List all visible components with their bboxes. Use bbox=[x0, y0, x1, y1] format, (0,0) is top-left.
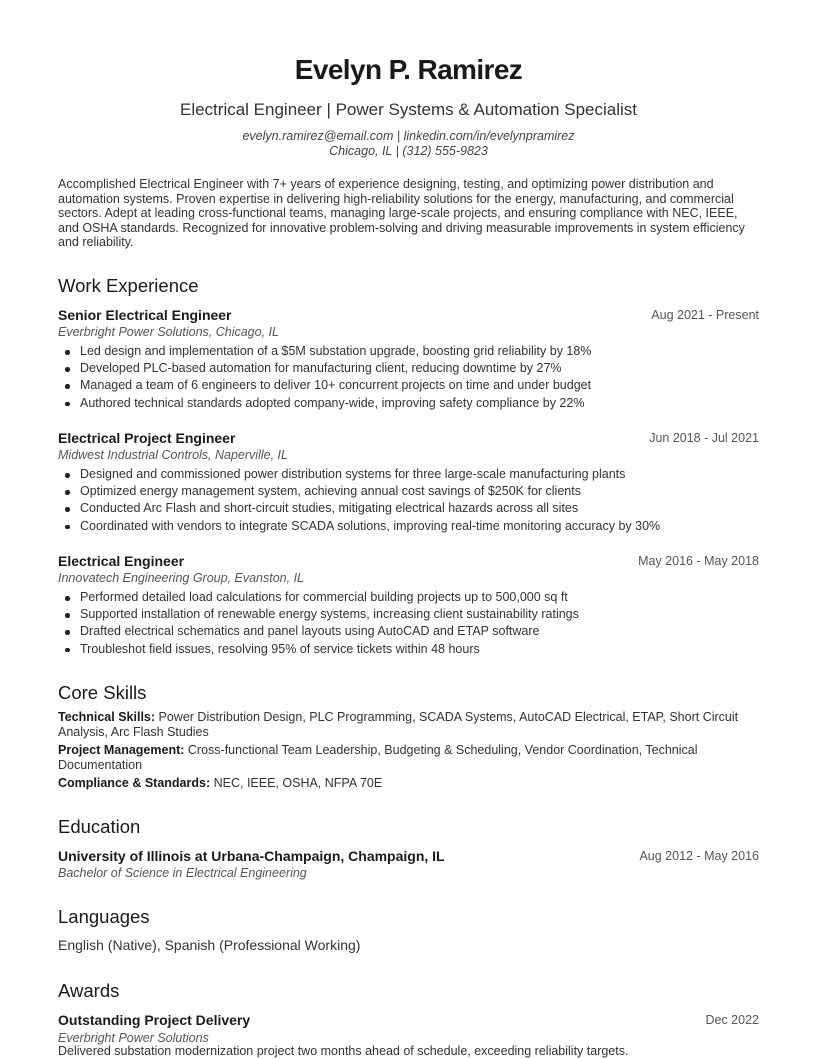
job-title: Senior Electrical Engineer bbox=[58, 307, 232, 323]
job-bullets bbox=[58, 343, 759, 412]
candidate-name: Evelyn P. Ramirez bbox=[294, 54, 523, 85]
skill-value: Power Distribution Design, PLC Programming, SCADA Systems, AutoCAD Electrical, ETAP, Short Circuit Analysis, Arc Flash Studies bbox=[58, 710, 739, 739]
skill-line-technical bbox=[58, 710, 759, 739]
education-dates: Aug 2012 - May 2016 bbox=[639, 849, 759, 863]
skill-value: NEC, IEEE, OSHA, NFPA 70E bbox=[213, 776, 383, 790]
section-title-core-skills: Core Skills bbox=[58, 682, 147, 703]
languages-list: English (Native), Spanish (Professional Working) bbox=[58, 937, 361, 953]
skill-label: Technical Skills: bbox=[58, 710, 156, 724]
job-bullet: Optimized energy management system, achieving annual cost savings of $250K for clients bbox=[58, 483, 759, 500]
skill-value: Cross-functional Team Leadership, Budgeting & Scheduling, Vendor Coordination, Technical Documentation bbox=[58, 743, 698, 772]
section-title-languages: Languages bbox=[58, 906, 150, 927]
job-bullet: Supported installation of renewable energy systems, increasing client sustainability ratings bbox=[58, 606, 759, 623]
job-bullet: Performed detailed load calculations for commercial building projects up to 500,000 sq ft bbox=[58, 589, 759, 606]
job-bullet: Designed and commissioned power distribution systems for three large-scale manufacturing plants bbox=[58, 466, 759, 483]
job-title: Electrical Engineer bbox=[58, 553, 185, 569]
job-bullet: Troubleshot field issues, resolving 95% of service tickets within 48 hours bbox=[58, 641, 759, 658]
job-company: Innovatech Engineering Group, Evanston, IL bbox=[58, 571, 304, 585]
education-degree: Bachelor of Science in Electrical Engineering bbox=[58, 866, 307, 880]
contact-line-email-linkedin: evelyn.ramirez@email.com | linkedin.com/in/evelynpramirez bbox=[242, 129, 575, 143]
job-bullet: Drafted electrical schematics and panel layouts using AutoCAD and ETAP software bbox=[58, 623, 759, 640]
job-bullet: Conducted Arc Flash and short-circuit studies, mitigating electrical hazards across all sites bbox=[58, 500, 759, 517]
job-company: Midwest Industrial Controls, Naperville, IL bbox=[58, 448, 288, 462]
skill-line-project-management bbox=[58, 743, 759, 772]
section-title-education: Education bbox=[58, 816, 141, 837]
job-bullet: Developed PLC-based automation for manufacturing client, reducing downtime by 27% bbox=[58, 360, 759, 377]
job-dates: Aug 2021 - Present bbox=[651, 308, 759, 322]
contact-line-location-phone: Chicago, IL | (312) 555-9823 bbox=[329, 144, 488, 158]
job-bullets bbox=[58, 466, 759, 535]
skill-label: Compliance & Standards: bbox=[58, 776, 211, 790]
award-description: Delivered substation modernization project two months ahead of schedule, exceeding reliability targets. bbox=[58, 1044, 629, 1058]
award-title: Outstanding Project Delivery bbox=[58, 1012, 251, 1028]
job-title: Electrical Project Engineer bbox=[58, 430, 236, 446]
award-organization: Everbright Power Solutions bbox=[58, 1031, 209, 1045]
job-bullets bbox=[58, 589, 759, 658]
section-title-awards: Awards bbox=[58, 980, 120, 1001]
job-dates: Jun 2018 - Jul 2021 bbox=[649, 431, 759, 445]
job-bullet: Led design and implementation of a $5M substation upgrade, boosting grid reliability by 18% bbox=[58, 343, 759, 360]
job-dates: May 2016 - May 2018 bbox=[638, 554, 759, 568]
professional-summary: Accomplished Electrical Engineer with 7+ years of experience designing, testing, and optimizing power distribution and automation systems. Proven expertise in delivering high-reliability solutions for the energy, manufacturing, and commercial sectors. Adept at leading cross-functional teams, managing large-scale projects, and ensuring compliance with NEC, IEEE, and OSHA standards. Recognized for innovative problem-solving and driving measurable improvements in system efficiency and reliability. bbox=[58, 177, 745, 250]
skill-label: Project Management: bbox=[58, 743, 185, 757]
job-bullet: Coordinated with vendors to integrate SCADA solutions, improving real-time monitoring accuracy by 30% bbox=[58, 518, 759, 535]
section-title-work-experience: Work Experience bbox=[58, 275, 199, 296]
job-bullet: Authored technical standards adopted company-wide, improving safety compliance by 22% bbox=[58, 395, 759, 412]
award-date: Dec 2022 bbox=[705, 1013, 759, 1027]
job-company: Everbright Power Solutions, Chicago, IL bbox=[58, 325, 279, 339]
education-school: University of Illinois at Urbana-Champaign, Champaign, IL bbox=[58, 848, 445, 864]
candidate-title: Electrical Engineer | Power Systems & Automation Specialist bbox=[179, 100, 637, 119]
skill-line-compliance bbox=[58, 776, 759, 791]
job-bullet: Managed a team of 6 engineers to deliver 10+ concurrent projects on time and under budget bbox=[58, 377, 759, 394]
